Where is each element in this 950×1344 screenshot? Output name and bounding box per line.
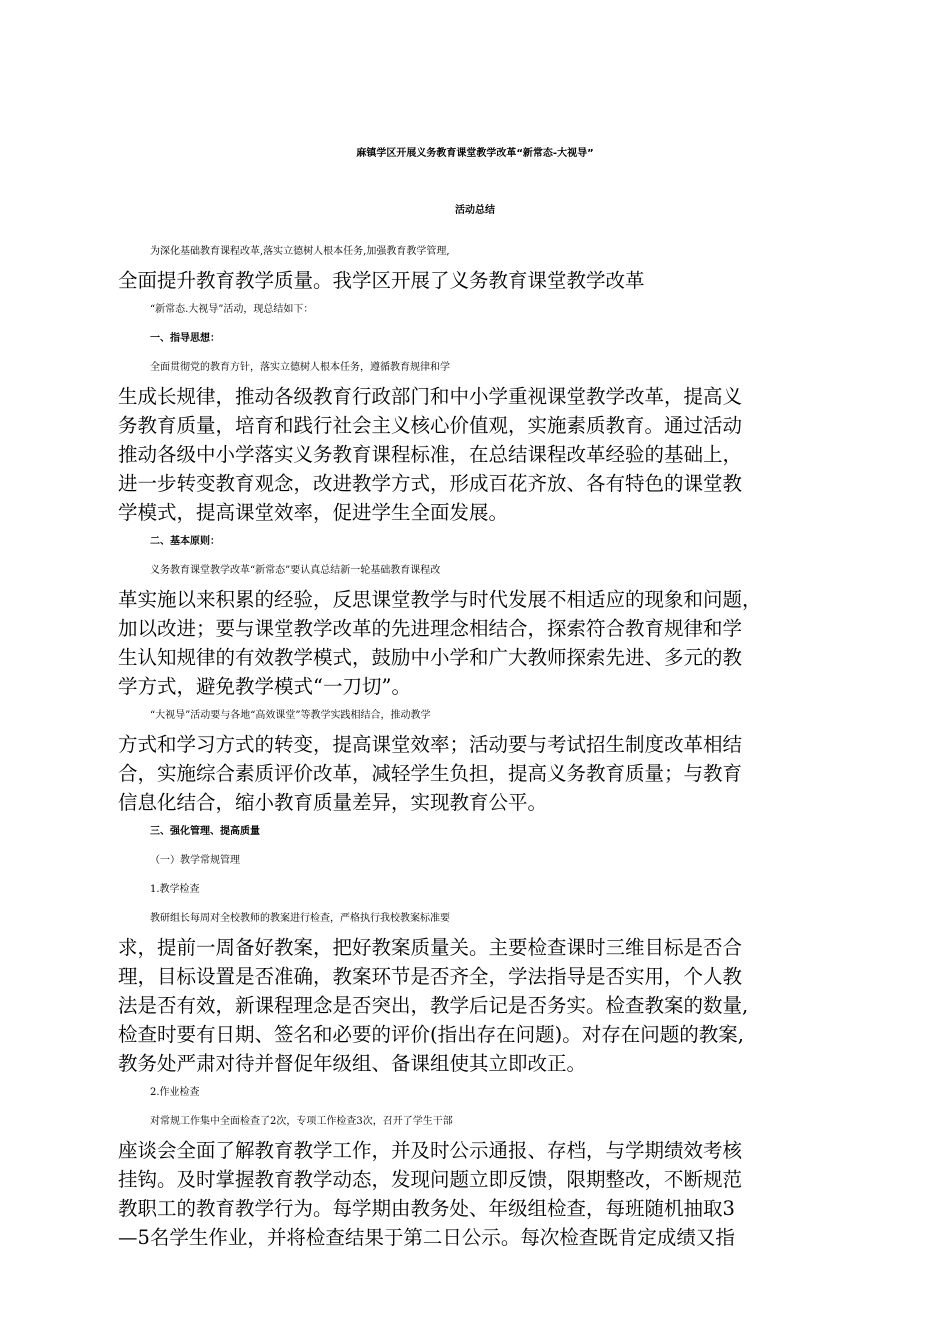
body-line: 检查时要有日期、签名和必要的评价(指出存在问题)。对存在问题的教案, [118,1023,744,1046]
body-line: 法是否有效，新课程理念是否突出，教学后记是否务实。检查教案的数量, [118,994,749,1017]
body-line: 生成长规律，推动各级教育行政部门和中小学重视课堂教学改革，提高义 [118,385,743,408]
section-heading: 三、强化管理、提高质量 [150,826,260,837]
body-line: 理，目标设置是否准确，教案环节是否齐全，学法指导是否实用，个人教 [118,965,743,988]
body-line: 对常规工作集中全面检查了2次，专项工作检查3次，召开了学生干部 [150,1116,453,1127]
body-line: —5名学生作业，并将检查结果于第二日公示。每次检查既肯定成绩又指 [118,1226,735,1249]
body-line: 座谈会全面了解教育教学工作，并及时公示通报、存档，与学期绩效考核 [118,1139,743,1162]
document-title-line-1: 麻镇学区开展义务教育课堂教学改革“新常态-大视导” [356,148,594,159]
body-line: 学方式，避免教学模式“一刀切”。 [118,675,411,698]
document-title-line-2: 活动总结 [455,205,495,216]
section-heading: 二、基本原则： [150,536,220,547]
body-line: 教职工的教育教学行为。每学期由教务处、年级组检查，每班随机抽取3 [118,1197,735,1220]
subsection-heading: （一）教学常规管理 [150,855,240,866]
body-line: 全面提升教育教学质量。我学区开展了义务教育课堂教学改革 [118,269,645,292]
body-line: 务教育质量，培育和践行社会主义核心价值观，实施素质教育。通过活动 [118,414,743,437]
body-line: 革实施以来积累的经验，反思课堂教学与时代发展不相适应的现象和问题， [118,588,762,611]
body-line: 为深化基础教育课程改革,落实立德树人根本任务,加强教育教学管理, [150,246,450,257]
body-line: 加以改进；要与课堂教学改革的先进理念相结合，探索符合教育规律和学 [118,617,743,640]
section-heading: 一、指导思想： [150,333,220,344]
subsection-heading: 1.教学检查 [150,884,200,895]
body-line: 教研组长每周对全校教师的教案进行检查，严格执行我校教案标准要 [150,913,450,924]
body-line: 求，提前一周备好教案，把好教案质量关。主要检查课时三维目标是否合 [118,936,743,959]
subsection-heading: 2.作业检查 [150,1087,200,1098]
body-line: 信息化结合，缩小教育质量差异，实现教育公平。 [118,791,548,814]
body-line: 方式和学习方式的转变，提高课堂效率；活动要与考试招生制度改革相结 [118,733,743,756]
body-line: 推动各级中小学落实义务教育课程标准，在总结课程改革经验的基础上， [118,443,743,466]
body-line: 教务处严肃对待并督促年级组、备课组使其立即改正。 [118,1052,587,1075]
body-line: “大视导”活动要与各地“高效课堂”等教学实践相结合，推动教学 [150,710,431,721]
body-line: 生认知规律的有效教学模式，鼓励中小学和广大教师探索先进、多元的教 [118,646,743,669]
body-line: 全面贯彻党的教育方针，落实立德树人根本任务，遵循教育规律和学 [150,362,450,373]
body-line: 合，实施综合素质评价改革，减轻学生负担，提高义务教育质量；与教育 [118,762,743,785]
body-line: 挂钩。及时掌握教育教学动态，发现问题立即反馈，限期整改，不断规范 [118,1168,743,1191]
body-line: 学模式，提高课堂效率，促进学生全面发展。 [118,501,509,524]
body-line: 义务教育课堂教学改革“新常态”要认真总结新一轮基础教育课程改 [150,565,441,576]
body-line: 进一步转变教育观念，改进教学方式，形成百花齐放、各有特色的课堂教 [118,472,743,495]
body-line: “新常态.大视导”活动，现总结如下： [150,304,314,315]
